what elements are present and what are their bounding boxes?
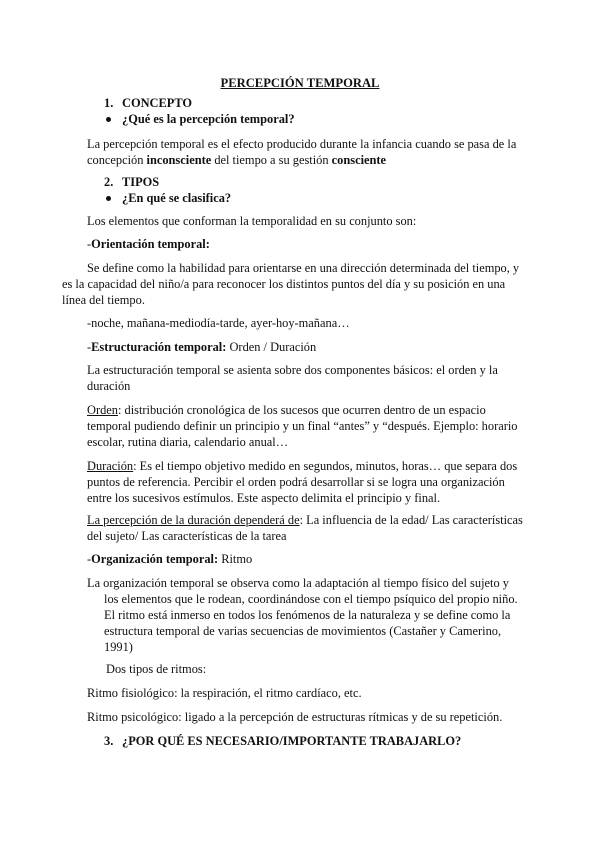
ritmos-intro: Dos tipos de ritmos: bbox=[106, 662, 207, 676]
section-2-number: 2. bbox=[104, 175, 114, 189]
orden-label: Orden bbox=[87, 403, 118, 417]
organizacion-line-5: 1991) bbox=[104, 640, 133, 654]
section-2-question: ¿En qué se clasifica? bbox=[122, 191, 232, 205]
concept-paragraph-line-2: concepción inconsciente del tiempo a su gestión consciente bbox=[87, 153, 387, 167]
orientacion-heading: -Orientación temporal: bbox=[87, 237, 210, 251]
organizacion-line-4: estructura temporal de varias secuencias de movimientos (Castañer y Camerino, bbox=[104, 624, 502, 638]
orientacion-line-3: línea del tiempo. bbox=[62, 293, 145, 307]
duracion-line-2: puntos de referencia. Percibir el orden podrá desarrollar si se logra una organización bbox=[87, 475, 505, 489]
bullet-icon bbox=[106, 196, 111, 201]
orden-line-3: escolar, rutina diaria, calendario anual… bbox=[87, 435, 289, 449]
orden-line-1: Orden: distribución cronológica de los sucesos que ocurren dentro de un espacio bbox=[87, 403, 486, 417]
section-3-number: 3. bbox=[104, 734, 114, 748]
estructuracion-line-2: duración bbox=[87, 379, 131, 393]
percepcion-duracion-line-2: del sujeto/ Las características de la tarea bbox=[87, 529, 287, 543]
section-1-question: ¿Qué es la percepción temporal? bbox=[122, 112, 295, 126]
section-3-heading: ¿POR QUÉ ES NECESARIO/IMPORTANTE TRABAJARLO? bbox=[122, 734, 462, 748]
percepcion-duracion-line-1: La percepción de la duración dependerá de: La influencia de la edad/ Las características bbox=[87, 513, 523, 527]
concept-paragraph-line-1: La percepción temporal es el efecto producido durante la infancia cuando se pasa de la bbox=[87, 137, 517, 151]
bullet-icon bbox=[106, 117, 111, 122]
organizacion-line-2: los elementos que le rodean, coordinándose con el tiempo psíquico del propio niño. bbox=[104, 592, 518, 606]
document-title: PERCEPCIÓN TEMPORAL bbox=[220, 76, 380, 90]
orientacion-line-2: es la capacidad del niño/a para reconocer los distintos puntos del día y su posición en una bbox=[62, 277, 506, 291]
duracion-label: Duración bbox=[87, 459, 134, 473]
section-1-heading: CONCEPTO bbox=[122, 96, 192, 110]
estructuracion-line-1: La estructuración temporal se asienta sobre dos componentes básicos: el orden y la bbox=[87, 363, 498, 377]
inconsciente-term: inconsciente bbox=[146, 153, 212, 167]
ritmo-fisiologico: Ritmo fisiológico: la respiración, el ritmo cardíaco, etc. bbox=[87, 686, 362, 700]
organizacion-line-3: El ritmo está inmerso en todos los fenómenos de la naturaleza y se define como la bbox=[104, 608, 511, 622]
section-1-number: 1. bbox=[104, 96, 114, 110]
duracion-line-3: entre los sucesivos estímulos. Este aspecto delimita el principio y final. bbox=[87, 491, 441, 505]
organizacion-line-1: La organización temporal se observa como la adaptación al tiempo físico del sujeto y bbox=[87, 576, 509, 590]
types-intro: Los elementos que conforman la temporalidad en su conjunto son: bbox=[87, 214, 417, 228]
duracion-line-1: Duración: Es el tiempo objetivo medido en segundos, minutos, horas… que separa dos bbox=[87, 459, 518, 473]
ritmo-psicologico: Ritmo psicológico: ligado a la percepción de estructuras rítmicas y de su repetición. bbox=[87, 710, 503, 724]
orientacion-line-1: Se define como la habilidad para orientarse en una dirección determinada del tiempo, y bbox=[87, 261, 520, 275]
orden-line-2: temporal pudiendo definir un principio y un final “antes” y “después. Ejemplo: horario bbox=[87, 419, 518, 433]
consciente-term: consciente bbox=[331, 153, 387, 167]
orientacion-example: -noche, mañana-mediodía-tarde, ayer-hoy-mañana… bbox=[87, 316, 350, 330]
organizacion-heading: -Organización temporal: Ritmo bbox=[87, 552, 253, 566]
estructuracion-heading: -Estructuración temporal: Orden / Duración bbox=[87, 340, 317, 354]
percepcion-duracion-label: La percepción de la duración dependerá de bbox=[87, 513, 300, 527]
section-2-heading: TIPOS bbox=[122, 175, 160, 189]
